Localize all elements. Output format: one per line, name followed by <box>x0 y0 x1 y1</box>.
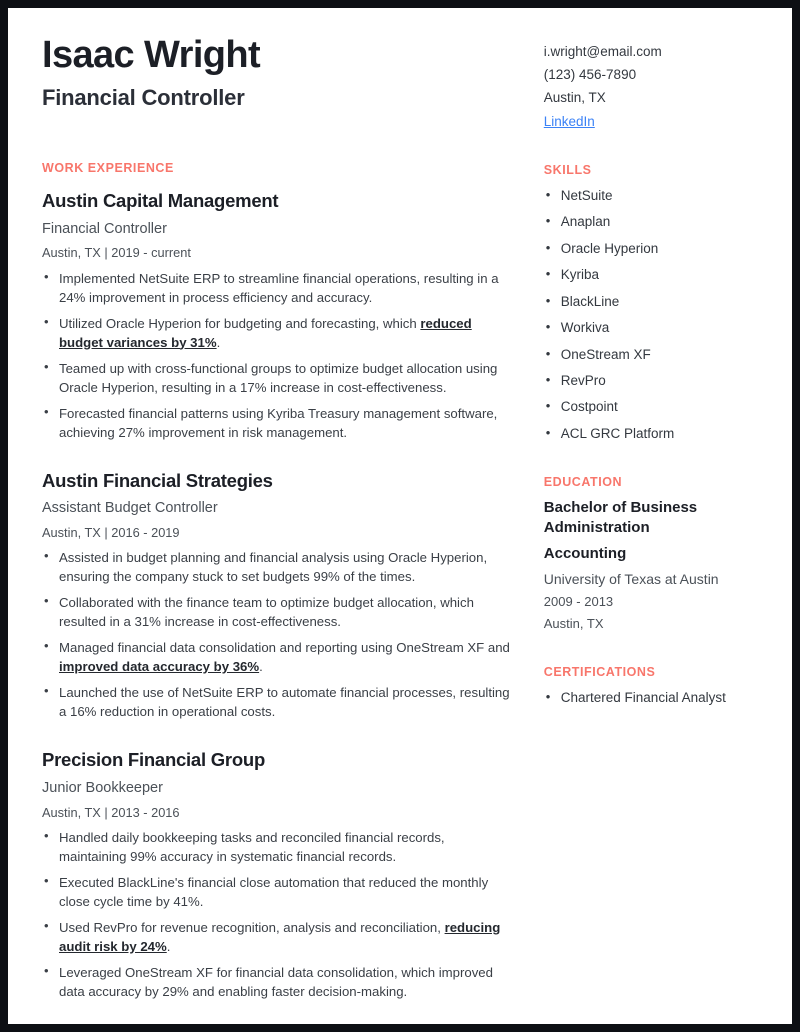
list-item: • Implemented NetSuite ERP to streamline financial operations, resulting in a 24% improvement in process efficiency and accuracy. <box>42 269 512 307</box>
work-experience-section <box>42 161 512 1001</box>
list-item: • Chartered Financial Analyst <box>544 688 758 708</box>
section-heading-work-experience: WORK EXPERIENCE <box>42 160 174 175</box>
job-company: Austin Capital Management <box>42 189 279 211</box>
education-dates: 2009 - 2013 <box>543 593 614 609</box>
left-column <box>42 133 534 1008</box>
contact-location: Austin, TX <box>543 90 606 106</box>
education-school: University of Texas at Austin <box>543 570 719 587</box>
list-item: • Leveraged OneStream XF for financial data consolidation, which improved data accuracy by 29% and enabling faster decision-making. <box>42 963 512 1001</box>
list-item: • Launched the use of NetSuite ERP to automate financial processes, resulting a 16% reduction in operational costs. <box>42 683 512 721</box>
certifications-list <box>544 688 758 708</box>
job-company: Austin Financial Strategies <box>42 469 273 491</box>
candidate-job-title: Financial Controller <box>42 84 245 110</box>
list-item: • ACL GRC Platform <box>544 424 758 444</box>
section-heading-certifications: CERTIFICATIONS <box>543 664 656 679</box>
job-meta: Austin, TX | 2016 - 2019 <box>42 524 180 540</box>
list-item: • Utilized Oracle Hyperion for budgeting and forecasting, which reduced budget variances by 31%. <box>42 314 512 352</box>
contact-phone: (123) 456-7890 <box>543 67 637 83</box>
name-block <box>42 34 534 111</box>
section-heading-skills: SKILLS <box>543 162 592 177</box>
experience-entry <box>42 189 512 442</box>
education-section <box>544 475 758 634</box>
job-bullet-list <box>42 548 512 721</box>
experience-entry <box>42 469 512 722</box>
job-bullet-list <box>42 269 512 442</box>
section-heading-education: EDUCATION <box>543 475 623 490</box>
education-degree: Bachelor of Business Administration <box>543 499 698 536</box>
job-role: Assistant Budget Controller <box>42 500 218 517</box>
experience-entry <box>42 748 512 1001</box>
job-role: Junior Bookkeeper <box>42 780 163 797</box>
resume-body <box>42 133 758 1008</box>
linkedin-link[interactable]: LinkedIn <box>543 113 595 129</box>
education-field: Accounting <box>543 545 627 563</box>
list-item: • BlackLine <box>544 292 758 312</box>
job-meta: Austin, TX | 2019 - current <box>42 245 191 261</box>
resume-content <box>8 8 792 1008</box>
list-item: • Workiva <box>544 318 758 338</box>
candidate-name: Isaac Wright <box>42 34 261 76</box>
list-item: • Oracle Hyperion <box>544 239 758 259</box>
job-company: Precision Financial Group <box>42 749 265 771</box>
list-item: • NetSuite <box>544 186 758 206</box>
list-item: • Managed financial data consolidation and reporting using OneStream XF and improved data accuracy by 36%. <box>42 638 512 676</box>
certifications-section <box>544 665 758 708</box>
resume-header <box>42 34 758 133</box>
list-item: • Handled daily bookkeeping tasks and reconciled financial records, maintaining 99% accuracy in systematic financial records. <box>42 828 512 866</box>
contact-block <box>534 34 758 133</box>
list-item: • RevPro <box>544 371 758 391</box>
list-item: • Kyriba <box>544 265 758 285</box>
list-item: • Assisted in budget planning and financial analysis using Oracle Hyperion, ensuring the company stuck to set budgets 99% of the times. <box>42 548 512 586</box>
job-meta: Austin, TX | 2013 - 2016 <box>42 804 180 820</box>
list-item: • Teamed up with cross-functional groups to optimize budget allocation using Oracle Hyperion, resulting in a 17% increase in cost-effectiveness. <box>42 359 512 397</box>
list-item: • Executed BlackLine's financial close automation that reduced the monthly close cycle time by 41%. <box>42 873 512 911</box>
list-item: • Used RevPro for revenue recognition, analysis and reconciliation, reducing audit risk by 24%. <box>42 918 512 956</box>
education-location: Austin, TX <box>543 616 604 632</box>
contact-email: i.wright@email.com <box>543 44 662 59</box>
resume-page <box>8 8 792 1024</box>
list-item: • Collaborated with the finance team to optimize budget allocation, which resulted in a 31% increase in cost-effectiveness. <box>42 593 512 631</box>
list-item: • Forecasted financial patterns using Kyriba Treasury management software, achieving 27% improvement in risk management. <box>42 404 512 442</box>
list-item: • OneStream XF <box>544 345 758 365</box>
skills-section <box>544 163 758 444</box>
job-bullet-list <box>42 828 512 1001</box>
right-column <box>534 133 758 714</box>
list-item: • Costpoint <box>544 397 758 417</box>
list-item: • Anaplan <box>544 212 758 232</box>
skills-list <box>544 186 758 444</box>
job-role: Financial Controller <box>42 220 167 237</box>
